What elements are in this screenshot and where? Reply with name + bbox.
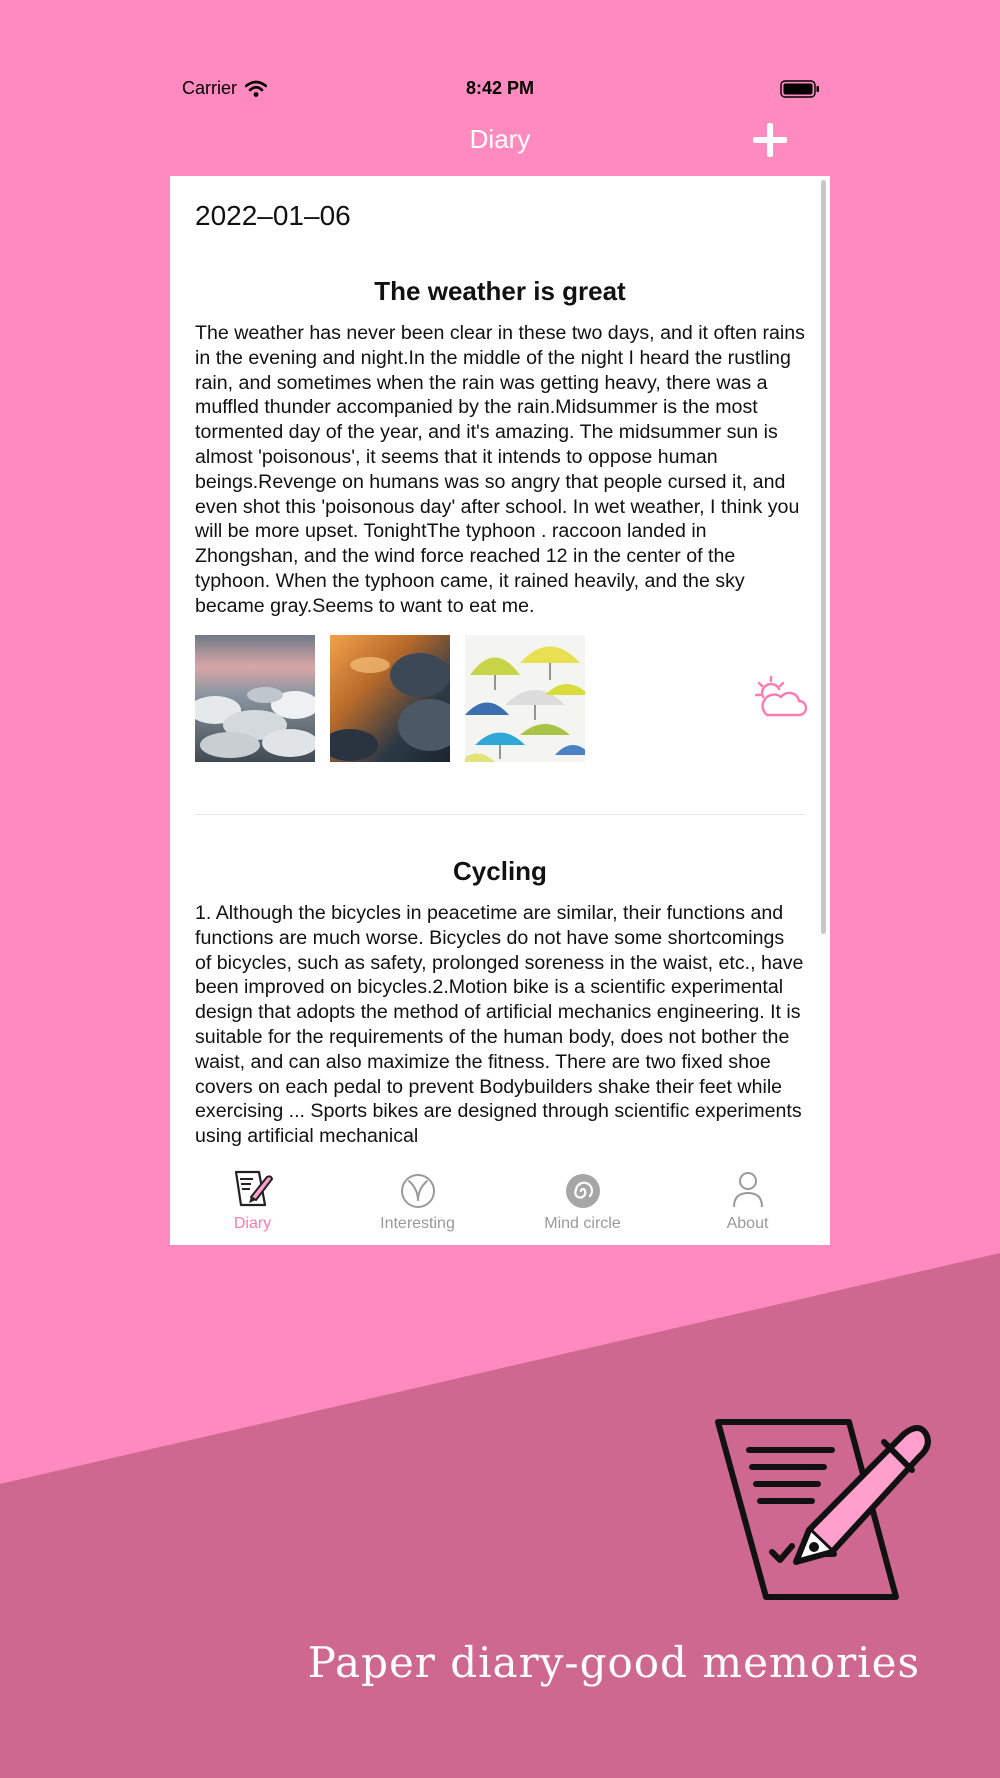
scrollbar[interactable] xyxy=(821,180,826,934)
diary-pen-logo-icon xyxy=(714,1412,934,1607)
tab-label: About xyxy=(726,1215,769,1232)
tab-interesting[interactable] xyxy=(335,1165,500,1245)
entry-body: 1. Although the bicycles in peacetime are similar, their functions and functions are much worse. Bicycles do not have some shortcomings of bicycles, such as safety, prolonged soreness in the waist, etc., have been improved on bicycles.2.Motion bike is a scientific experimental design that adopts the method of artificial mechanics engineering. It is suitable for the requirements of the human body, does not bother the waist, and can also maximize the fitness. There are two fixed shoe covers on each pedal to prevent Bodybuilders shake their feet while exercising ... Sports bikes are designed through scientific experiments using artificial mechanical xyxy=(195,902,804,1148)
add-entry-button[interactable] xyxy=(748,118,792,162)
battery-icon xyxy=(780,80,820,98)
carrier-label: Carrier xyxy=(182,78,238,98)
tab-mind-circle[interactable] xyxy=(500,1165,665,1245)
sunset-clouds-photo[interactable] xyxy=(330,635,450,762)
tab-label: Diary xyxy=(233,1215,272,1232)
partly-cloudy-icon xyxy=(755,675,807,719)
status-time: 8:42 PM xyxy=(465,78,535,98)
leaf-cup-icon xyxy=(396,1167,440,1211)
entry-divider xyxy=(195,814,805,815)
diary-list[interactable] xyxy=(170,176,830,1166)
spiral-circle-icon xyxy=(561,1167,605,1211)
entry-date: 2022–01–06 xyxy=(195,200,351,231)
tab-label: Mind circle xyxy=(544,1215,621,1232)
tab-about[interactable] xyxy=(665,1165,830,1245)
tab-label: Interesting xyxy=(380,1215,455,1232)
promo-slogan: Paper diary-good memories xyxy=(307,1638,920,1687)
tab-diary[interactable] xyxy=(170,1165,335,1245)
plus-icon xyxy=(753,123,787,157)
diary-entry[interactable] xyxy=(195,856,805,1149)
entry-body: The weather has never been clear in these two days, and it often rains in the evening and night.In the middle of the night I heard the rustling rain, and sometimes when the rain was getting heavy, there was a muffled thunder accompanied by the rain.Midsummer is the most tormented day of the year, and it's amazing. The midsummer sun is almost 'poisonous', it seems that it intends to oppose human beings.Revenge on humans was so angry that people cursed it, and even shot this 'poisonous day' after school. In wet weather, I think you will be more upset. TonightThe typhoon . raccoon landed in Zhongshan, and the wind force reached 12 in the center of the typhoon. When the typhoon came, it rained heavily, and the sky became gray.Seems to want to eat me. xyxy=(195,322,805,617)
nav-bar xyxy=(170,118,830,170)
entry-title: Cycling xyxy=(453,856,547,886)
app-screen xyxy=(170,176,830,1245)
status-bar xyxy=(170,76,830,106)
cloud-sky-photo[interactable] xyxy=(195,635,315,762)
tab-bar xyxy=(170,1165,830,1245)
entry-title: The weather is great xyxy=(374,276,626,306)
diary-entry[interactable] xyxy=(195,276,805,763)
entry-photos xyxy=(195,635,805,763)
umbrellas-photo[interactable] xyxy=(465,635,585,762)
nav-title: Diary xyxy=(469,124,531,154)
diary-pen-icon xyxy=(231,1167,275,1211)
person-icon xyxy=(726,1167,770,1211)
